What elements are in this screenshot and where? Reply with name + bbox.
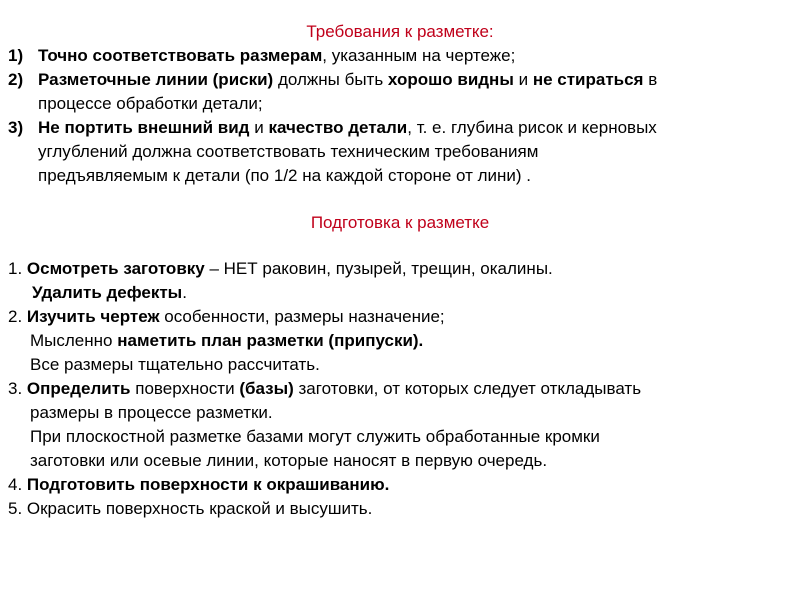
- bold-text: Определить: [26, 379, 131, 398]
- text-segment: в: [643, 70, 658, 89]
- preparation-line: [8, 449, 788, 473]
- text-segment: 3.: [8, 379, 27, 398]
- text-segment: заготовки или осевые линии, которые наносят в первую очередь.: [30, 451, 548, 470]
- bold-text: Удалить дефекты: [32, 283, 183, 302]
- text-segment: заготовки, от которых следует откладывать: [293, 379, 642, 398]
- bold-text: Осмотреть заготовку: [26, 259, 205, 278]
- requirement-item: [8, 68, 788, 116]
- text-segment: .: [182, 283, 187, 302]
- text-line: [38, 68, 788, 92]
- text-line: [38, 116, 788, 140]
- bold-text: наметить план разметки (припуски).: [117, 331, 424, 350]
- requirement-number: 1): [8, 46, 24, 65]
- preparation-list: [8, 257, 788, 521]
- text-segment: размеры в процессе разметки.: [30, 403, 273, 422]
- requirement-text: [38, 68, 788, 116]
- preparation-line: [8, 425, 788, 449]
- preparation-line: [8, 497, 788, 521]
- requirement-text: [38, 116, 788, 188]
- requirement-text: [38, 44, 788, 68]
- text-line: [38, 164, 788, 188]
- text-segment: особенности, размеры назначение;: [159, 307, 445, 326]
- preparation-line: [8, 401, 788, 425]
- text-segment: и: [249, 118, 269, 137]
- bold-text: (базы): [239, 379, 294, 398]
- requirement-item: [8, 44, 788, 68]
- bold-text: не стираться: [532, 70, 644, 89]
- text-segment: и: [513, 70, 533, 89]
- text-segment: , т. е. глубина рисок и керновых: [407, 118, 657, 137]
- bold-text: качество детали: [268, 118, 408, 137]
- preparation-line: [8, 281, 788, 305]
- preparation-line: [8, 377, 788, 401]
- bold-text: Точно соответствовать размерам: [38, 46, 323, 65]
- preparation-title: Подготовка к разметке: [310, 213, 490, 232]
- preparation-line: [8, 473, 788, 497]
- preparation-line: [8, 353, 788, 377]
- preparation-line: [8, 329, 788, 353]
- text-segment: Все размеры тщательно рассчитать.: [30, 355, 320, 374]
- text-segment: При плоскостной разметке базами могут служить обработанные кромки: [30, 427, 600, 446]
- preparation-line: [8, 257, 788, 281]
- requirement-number: 2): [8, 70, 24, 89]
- text-segment: предъявляемым к детали (по 1/2 на каждой стороне от лини) .: [38, 166, 532, 185]
- text-segment: – НЕТ раковин, пузырей, трещин, окалины.: [204, 259, 553, 278]
- text-segment: 4.: [8, 475, 27, 494]
- text-segment: поверхности: [130, 379, 240, 398]
- bold-text: Разметочные линии (риски): [38, 70, 274, 89]
- requirement-item: [8, 116, 788, 188]
- bold-text: Подготовить поверхности к окрашиванию.: [26, 475, 390, 494]
- bold-text: хорошо видны: [387, 70, 514, 89]
- text-line: [38, 140, 788, 164]
- requirement-number: 3): [8, 118, 24, 137]
- text-segment: 1.: [8, 259, 27, 278]
- text-segment: , указанным на чертеже;: [322, 46, 516, 65]
- text-segment: углублений должна соответствовать техническим требованиям: [38, 142, 539, 161]
- text-segment: процессе обработки детали;: [38, 94, 263, 113]
- text-segment: 2.: [8, 307, 27, 326]
- text-segment: Мысленно: [30, 331, 118, 350]
- text-line: [38, 44, 788, 68]
- text-line: [38, 92, 788, 116]
- bold-text: Не портить внешний вид: [38, 118, 250, 137]
- requirements-list: [8, 44, 788, 188]
- preparation-line: [8, 305, 788, 329]
- text-segment: 5. Окрасить поверхность краской и высушить.: [8, 499, 373, 518]
- text-segment: должны быть: [273, 70, 388, 89]
- requirements-title: Требования к разметке:: [306, 22, 494, 41]
- bold-text: Изучить чертеж: [26, 307, 160, 326]
